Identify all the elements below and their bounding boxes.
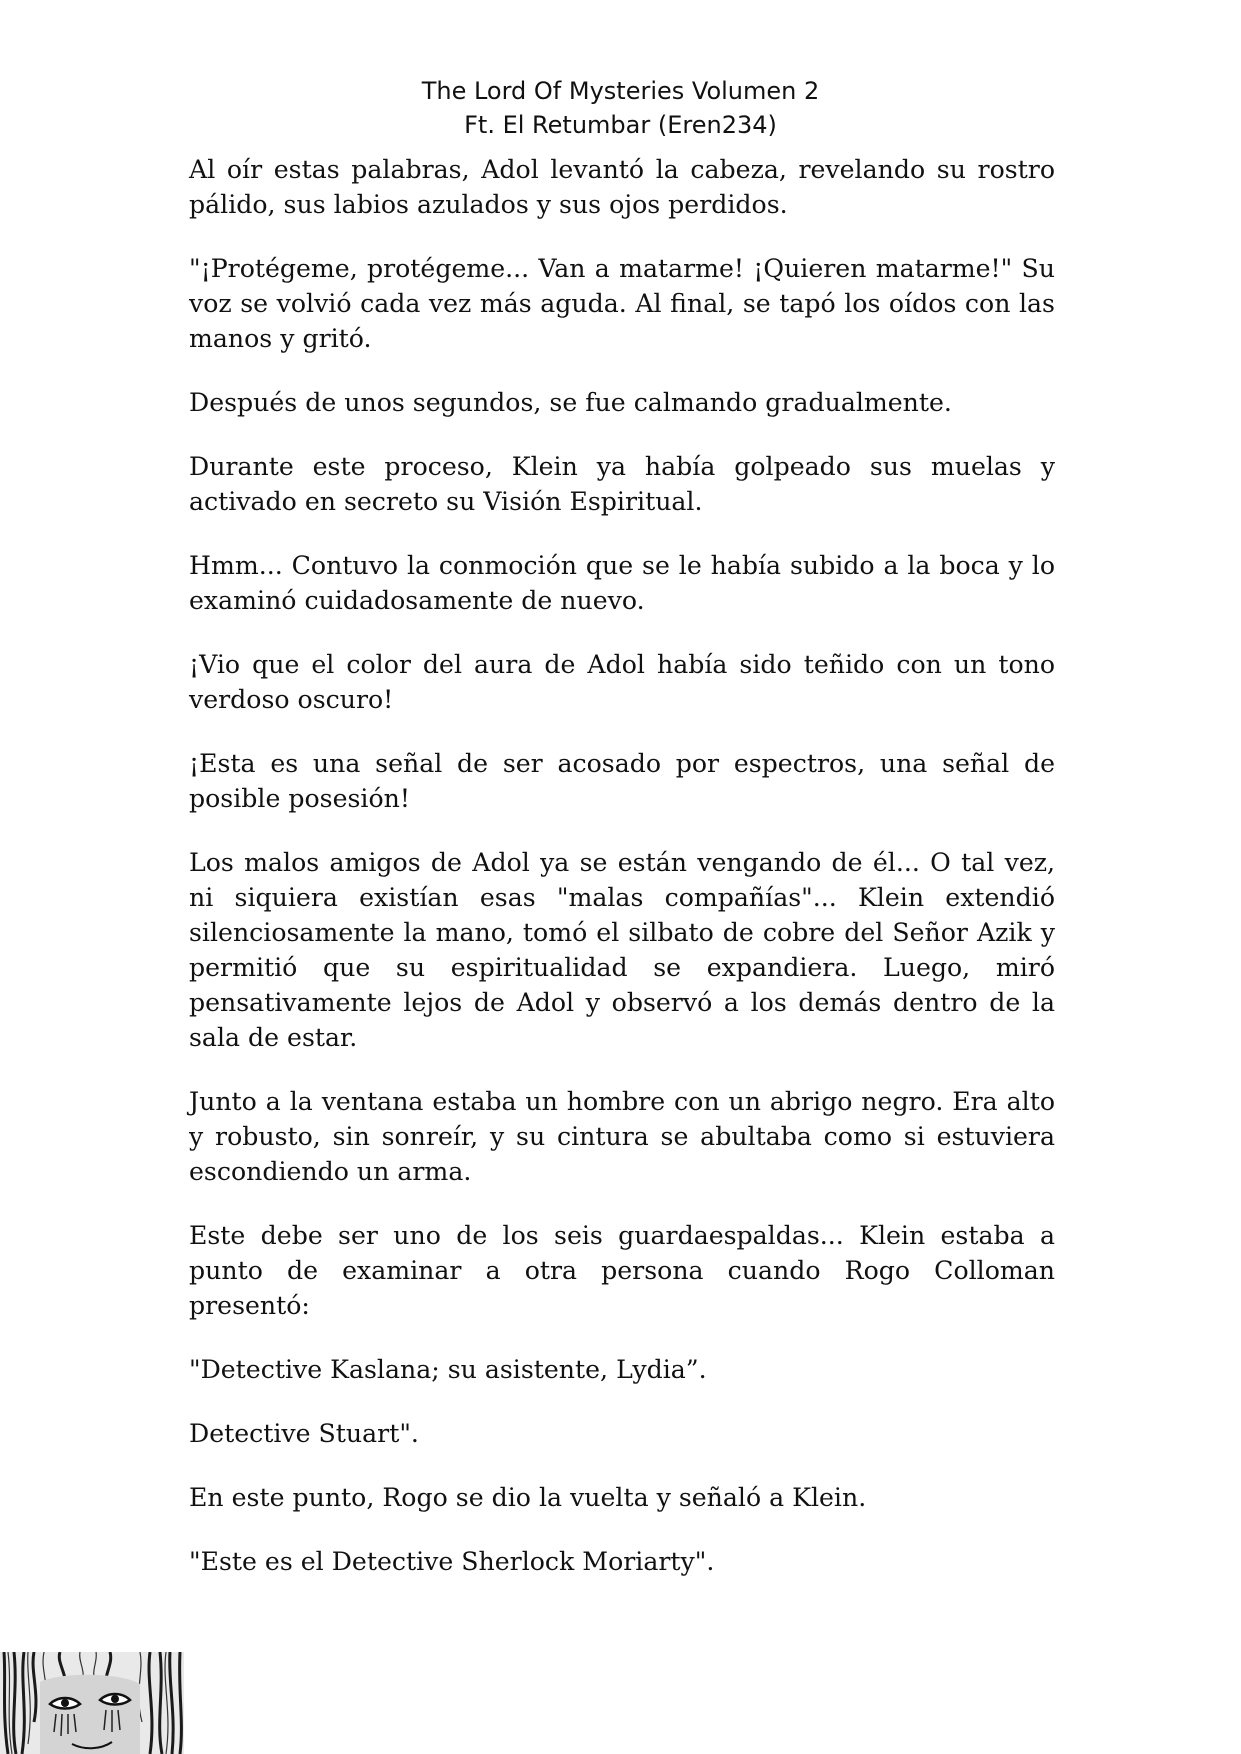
manga-face-illustration xyxy=(0,1652,184,1754)
paragraph: Al oír estas palabras, Adol levantó la cabeza, revelando su rostro pálido, sus labios azulados y sus ojos perdidos. xyxy=(189,155,1055,219)
paragraph: ¡Esta es una señal de ser acosado por espectros, una señal de posible posesión! xyxy=(189,749,1055,813)
paragraph: Después de unos segundos, se fue calmando gradualmente. xyxy=(189,388,952,417)
paragraph: En este punto, Rogo se dio la vuelta y señaló a Klein. xyxy=(189,1483,867,1512)
header-subtitle: Ft. El Retumbar (Eren234) xyxy=(464,111,777,139)
paragraph: "¡Protégeme, protégeme... Van a matarme! ¡Quieren matarme!" Su voz se volvió cada vez más aguda. Al final, se tapó los oídos con las manos y gritó. xyxy=(189,254,1055,353)
paragraph: Los malos amigos de Adol ya se están vengando de él... O tal vez, ni siquiera existían esas "malas compañías"... Klein extendió silenciosamente la mano, tomó el silbato de cobre del Señor Azik y permitió que su espiritualidad se expandiera. Luego, miró pensativamente lejos de Adol y observó a los demás dentro de la sala de estar. xyxy=(189,848,1055,1052)
paragraph: Durante este proceso, Klein ya había golpeado sus muelas y activado en secreto su Visión Espiritual. xyxy=(189,452,1055,516)
paragraph: ¡Vio que el color del aura de Adol había sido teñido con un tono verdoso oscuro! xyxy=(189,650,1055,714)
paragraph: Este debe ser uno de los seis guardaespaldas... Klein estaba a punto de examinar a otra persona cuando Rogo Colloman presentó: xyxy=(189,1221,1055,1320)
paragraph: Detective Stuart". xyxy=(189,1419,419,1448)
header-title: The Lord Of Mysteries Volumen 2 xyxy=(421,77,820,105)
paragraph: "Detective Kaslana; su asistente, Lydia”. xyxy=(189,1355,707,1384)
paragraph: "Este es el Detective Sherlock Moriarty". xyxy=(189,1547,715,1576)
paragraph: Junto a la ventana estaba un hombre con un abrigo negro. Era alto y robusto, sin sonreír, y su cintura se abultaba como si estuviera escondiendo un arma. xyxy=(189,1087,1055,1186)
paragraph: Hmm... Contuvo la conmoción que se le había subido a la boca y lo examinó cuidadosamente de nuevo. xyxy=(189,551,1055,615)
page-header xyxy=(0,74,1241,142)
body-text xyxy=(189,152,1055,1608)
